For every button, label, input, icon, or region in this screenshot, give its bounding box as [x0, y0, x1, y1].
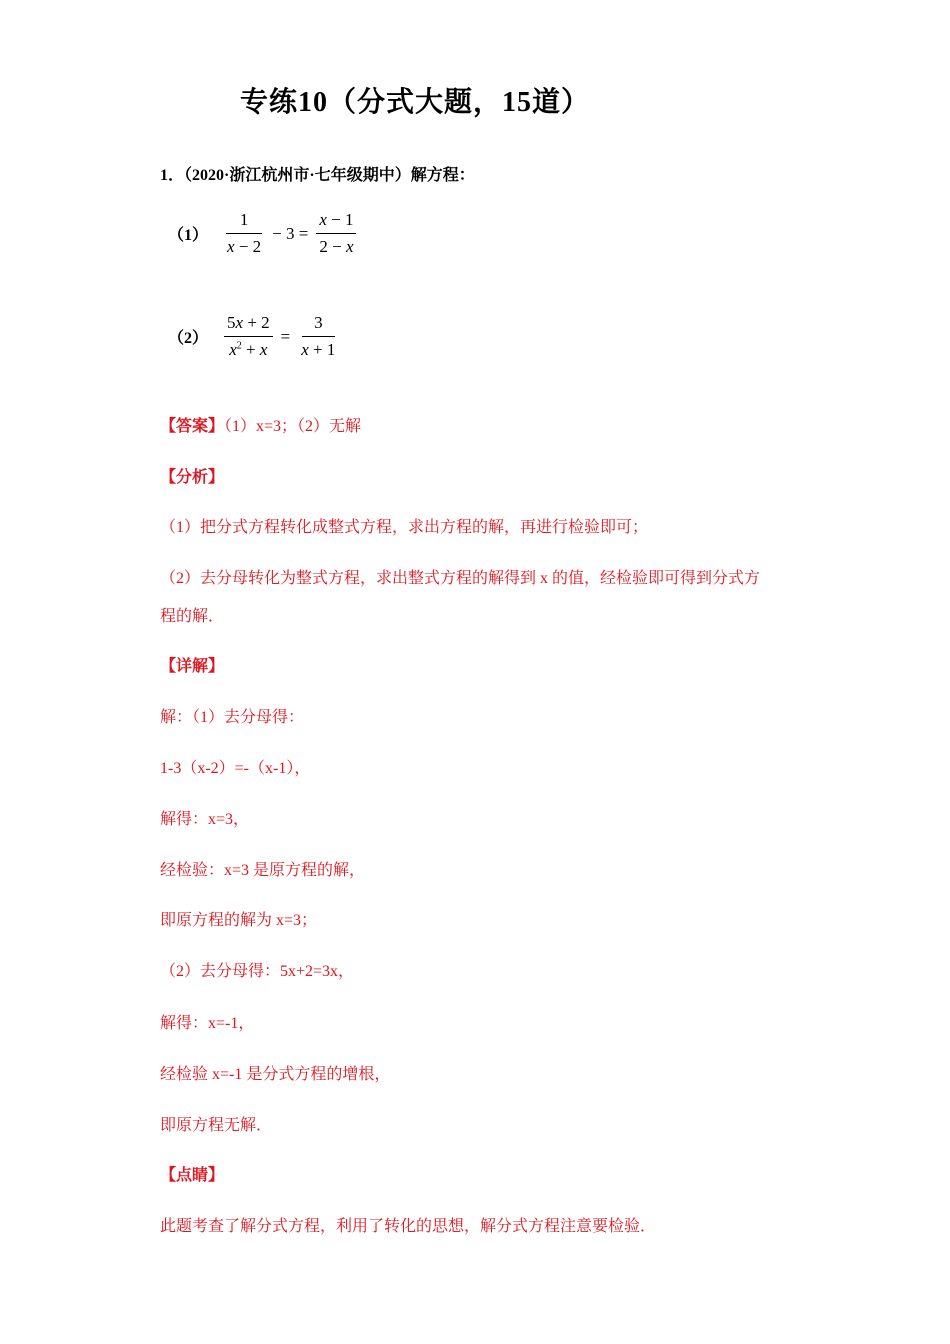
fraction: $\frac{3}{x + 1}$ [301, 313, 336, 359]
equation-2-label: （2） [168, 330, 209, 347]
analysis-line-2: （2）去分母转化为整式方程，求出整式方程的解得到 x 的值，经检验即可得到分式方 [160, 570, 761, 587]
detail-line: 解得：x=3， [160, 811, 250, 828]
analysis-line-3: 程的解． [160, 608, 225, 625]
fraction: $\frac{5x + 2}{x^2 + x}$ [224, 313, 273, 360]
question-number: 1． [160, 167, 185, 184]
detail-line: 解：（1）去分母得： [160, 709, 305, 726]
detail-line: （2）去分母得：5x+2=3x， [160, 963, 355, 980]
detail-line: 即原方程的解为 x=3； [160, 912, 318, 929]
detail-line: 经检验：x=3 是原方程的解， [160, 862, 366, 879]
answer-text: （1）x=3；（2）无解 [224, 418, 362, 435]
equation-1-label: （1） [168, 227, 209, 244]
fraction: $\frac{x - 1}{2 - x}$ [316, 210, 356, 257]
answer-line [160, 413, 361, 436]
equation-2-math: $\frac{5x + 2}{x^2 + x}$ = $\frac{3}{x + 1}$ [220, 313, 342, 360]
equation-1-math: $\frac{1}{x - 2}$ − 3 = $\frac{x - 1}{2 - x}$ [220, 210, 360, 257]
analysis-line-1: （1）把分式方程转化成整式方程，求出方程的解，再进行检验即可； [160, 519, 649, 536]
equation-1 [168, 210, 360, 257]
comment-text: 此题考查了解分式方程，利用了转化的思想，解分式方程注意要检验． [160, 1218, 657, 1235]
detail-line: 1-3（x-2）=-（x-1）， [160, 760, 311, 777]
answer-tag: 【答案】 [160, 418, 225, 435]
question-heading [160, 162, 475, 185]
question-source: （2020·浙江杭州市·七年级期中）解方程： [184, 167, 475, 184]
fraction: $\frac{1}{x - 2}$ [227, 210, 262, 256]
analysis-tag: 【分析】 [160, 469, 225, 486]
comment-tag: 【点睛】 [160, 1167, 225, 1184]
equation-2 [168, 313, 342, 360]
detail-line: 经检验 x=-1 是分式方程的增根， [160, 1066, 391, 1083]
detail-tag: 【详解】 [160, 658, 225, 675]
page-title: 专练10（分式大题，15道） [239, 87, 590, 118]
detail-line: 即原方程无解． [160, 1117, 273, 1134]
detail-line: 解得：x=-1， [160, 1015, 255, 1032]
